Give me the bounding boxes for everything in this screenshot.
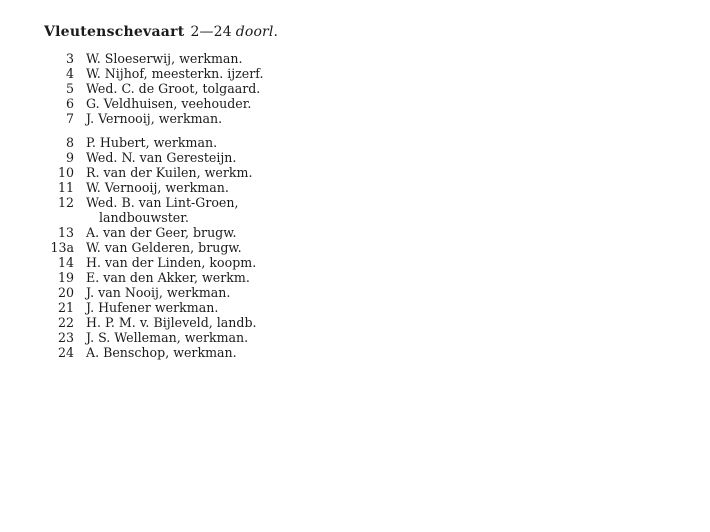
resident-entry: J. Hufener werkman. xyxy=(86,300,219,315)
list-item xyxy=(48,285,298,300)
house-number: 4 xyxy=(65,66,74,81)
resident-entry: A. van der Geer, brugw. xyxy=(86,225,237,240)
house-number: 19 xyxy=(57,270,74,285)
list-item xyxy=(48,330,298,345)
house-number: 6 xyxy=(65,96,74,111)
range-note: doorl. xyxy=(235,24,279,40)
list-item xyxy=(48,81,298,96)
resident-entry: Wed. N. van Geresteijn. xyxy=(86,150,237,165)
list-item xyxy=(48,150,298,165)
list-item xyxy=(48,300,298,315)
house-number: 22 xyxy=(57,315,74,330)
house-number: 9 xyxy=(65,150,74,165)
resident-entry: W. Nijhof, meesterkn. ijzerf. xyxy=(86,66,264,81)
street-heading xyxy=(44,24,278,40)
resident-entry: J. van Nooij, werkman. xyxy=(86,285,231,300)
resident-entry: landbouwster. xyxy=(99,210,189,225)
resident-entry: P. Hubert, werkman. xyxy=(86,135,218,150)
list-item xyxy=(48,66,298,81)
list-item xyxy=(48,195,298,210)
house-number: 14 xyxy=(57,255,74,270)
resident-entry: R. van der Kuilen, werkm. xyxy=(86,165,253,180)
list-item xyxy=(48,315,298,330)
house-number: 20 xyxy=(57,285,74,300)
house-number: 8 xyxy=(65,135,74,150)
list-item xyxy=(48,111,298,126)
house-number: 21 xyxy=(57,300,74,315)
street-name: Vleutenschevaart xyxy=(44,24,185,40)
resident-entry: G. Veldhuisen, veehouder. xyxy=(86,96,252,111)
house-number: 7 xyxy=(65,111,74,126)
resident-entry: E. van den Akker, werkm. xyxy=(86,270,250,285)
resident-entry: W. Vernooij, werkman. xyxy=(86,180,229,195)
house-number: 5 xyxy=(65,81,74,96)
house-number: 12 xyxy=(57,195,74,210)
resident-entry: J. S. Welleman, werkman. xyxy=(86,330,249,345)
list-item-continuation xyxy=(48,210,298,225)
resident-list xyxy=(48,51,298,360)
resident-entry: A. Benschop, werkman. xyxy=(86,345,237,360)
resident-entry: Wed. B. van Lint-Groen, xyxy=(86,195,239,210)
list-item xyxy=(48,345,298,360)
resident-entry: J. Vernooij, werkman. xyxy=(86,111,223,126)
list-item xyxy=(48,165,298,180)
house-number: 24 xyxy=(57,345,74,360)
list-item xyxy=(48,225,298,240)
resident-entry: W. Sloeserwij, werkman. xyxy=(86,51,243,66)
house-number: 13a xyxy=(50,240,74,255)
resident-entry: Wed. C. de Groot, tolgaard. xyxy=(86,81,261,96)
house-number: 23 xyxy=(57,330,74,345)
house-number: 3 xyxy=(65,51,74,66)
house-number: 10 xyxy=(57,165,74,180)
list-item xyxy=(48,270,298,285)
house-number: 11 xyxy=(57,180,74,195)
resident-entry: W. van Gelderen, brugw. xyxy=(86,240,242,255)
list-item xyxy=(48,180,298,195)
resident-entry: H. van der Linden, koopm. xyxy=(86,255,257,270)
list-item xyxy=(48,96,298,111)
house-number-range: 2—24 xyxy=(190,24,232,40)
resident-entry: H. P. M. v. Bijleveld, landb. xyxy=(86,315,257,330)
list-item xyxy=(48,51,298,66)
list-item xyxy=(48,240,298,255)
list-item xyxy=(48,255,298,270)
house-number: 13 xyxy=(57,225,74,240)
list-item xyxy=(48,135,298,150)
